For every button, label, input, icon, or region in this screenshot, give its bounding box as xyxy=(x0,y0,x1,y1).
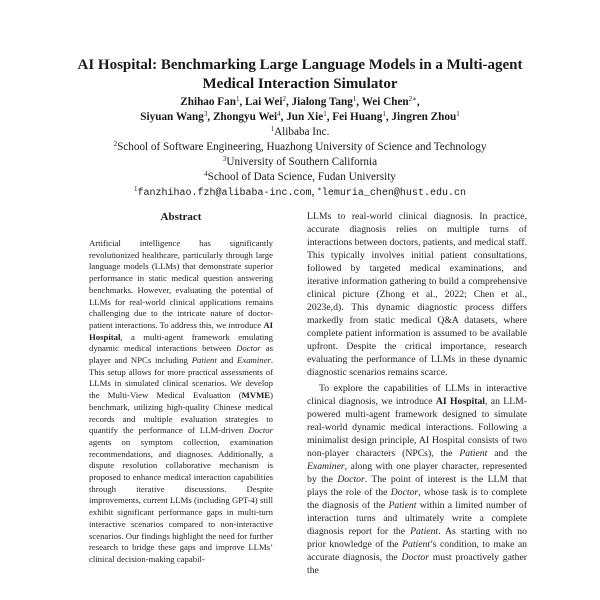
email-marker: 1 xyxy=(134,185,138,193)
author-name: Lai Wei xyxy=(245,96,283,108)
italic-term: Examiner xyxy=(307,461,345,472)
text-run: must proactively gather the xyxy=(307,552,527,576)
email-marker: ∗ xyxy=(317,185,322,193)
author-affiliation-marker: 1 xyxy=(456,110,460,118)
affiliation-4 xyxy=(40,170,560,185)
text-run: LLMs to real-world clinical diagnosis. In practice, accurate diagnosis relies on multiple turns of interactions between doctors, patients, and medical staff. This typically involves initial patient consultations, followed by targeted medical examinations, and iterative information gathering to build a comprehensive clinical picture (Zhong et al., 2022; Chen et al., 2023e,d). This dynamic diagnostic process differs markedly from static medical Q&A datasets, where complete patient information is assumed to be available upfront. Despite the critical importance, research evaluating the performance of LLMs in these dynamic diagnostic scenarios remains scarce. xyxy=(307,211,527,378)
author-affiliation-marker: 1 xyxy=(382,110,386,118)
text-run: To explore the capabilities of LLMs in interactive clinical diagnosis, we introduce xyxy=(307,383,527,407)
authors-line-1: Zhihao Fan$^1$, Lai Wei$^2$, Jialong Tang$^1$, Wei Chen$^{2∗}$, xyxy=(180,95,420,108)
text-run: Artificial intelligence has significantly revolutionized healthcare, particularly through large language models (LLMs) that demonstrate superior performance in static medical question answering benchmarks. However, evaluating the potential of LLMs for real-world clinical applications remains challenging due to the intricate nature of doctor-patient interactions. To address this, we introduce xyxy=(89,238,273,330)
italic-term: Doctor xyxy=(401,552,429,563)
author-name: Jialong Tang xyxy=(291,96,353,108)
author-block xyxy=(40,95,560,201)
text-run: agents on symptom collection, examination recommendations, and diagnoses. Additionally, a dispute resolution collaborative mechanism is proposed to enhance medical interaction capabilities through iterative discussions. Despite improvements, current LLMs (including GPT-4) still exhibit significant performance gaps in multi-turn interactive scenarios compared to non-interactive scenarios. Our findings highlight the need for further research to bridge these gaps and improve LLMs’ clinical decision-making capabil- xyxy=(89,436,273,564)
bold-term: AI Hospital xyxy=(89,319,273,342)
affiliation-text: School of Software Engineering, Huazhong University of Science and Technology xyxy=(117,141,487,153)
paper-title xyxy=(60,56,540,94)
introduction-column xyxy=(307,210,527,577)
email-1[interactable]: fanzhihao.fzh@alibaba-inc.com xyxy=(137,188,312,199)
text-run: . This setup allows for more practical assessments of LLMs in simulated clinical scenarios. We develop the Multi-View Medical Evaluation ( xyxy=(89,355,273,401)
author-name: Zhongyu Wei xyxy=(212,111,278,123)
bold-term: AI Hospital xyxy=(435,396,485,407)
text-run: , an LLM-powered multi-agent framework designed to simulate real-world dynamic medical interactions. Following a minimalist design principle, AI Hospital consists of two non-player characters (NPCs), the xyxy=(307,396,527,459)
bold-term: MVME xyxy=(241,390,271,401)
text-run: and xyxy=(216,355,238,366)
italic-term: Patient xyxy=(402,539,431,550)
abstract-body xyxy=(89,238,273,566)
affiliation-marker: 4 xyxy=(204,170,208,178)
author-name: Zhihao Fan xyxy=(180,96,236,108)
text-run: as player and NPCs including xyxy=(89,343,273,366)
italic-term: Doctor xyxy=(390,487,419,498)
italic-term: Doctor xyxy=(248,425,273,436)
italic-term: Patient xyxy=(388,500,417,511)
author-affiliation-marker: 1 xyxy=(235,95,240,103)
authors-line-2: Siyuan Wang$^3$, Zhongyu Wei$^4$, Jun Xie$^1$, Fei Huang$^1$, Jingren Zhou$^1$ xyxy=(140,110,460,123)
italic-term: Doctor xyxy=(337,474,365,485)
author-affiliation-marker: 2∗ xyxy=(408,95,417,103)
author-affiliation-marker: 1 xyxy=(323,110,327,118)
author-affiliation-marker: 3 xyxy=(203,110,208,118)
text-run: . As starting with no prior knowledge of the xyxy=(307,526,527,550)
intro-paragraph-1 xyxy=(307,210,527,379)
text-run: within a limited number of interaction turns and ultimately write a complete diagnosis report for the xyxy=(307,500,527,537)
affiliation-text: Alibaba Inc. xyxy=(274,126,330,138)
text-run: , whose task is to complete the diagnosis of the xyxy=(307,487,527,511)
affiliation-marker: 2 xyxy=(113,140,118,148)
intro-paragraph-2 xyxy=(307,382,527,577)
email-2[interactable]: lemuria_chen@hust.edu.cn xyxy=(321,188,466,199)
affiliation-3 xyxy=(40,155,560,170)
author-affiliation-marker: 2 xyxy=(282,95,286,103)
text-run: ’s condition, to make an accurate diagnosis, the xyxy=(307,539,527,563)
affiliation-marker: 3 xyxy=(222,155,227,163)
author-affiliation-marker: 4 xyxy=(277,110,281,118)
affiliation-text: School of Data Science, Fudan University xyxy=(207,171,396,183)
title-line-2: Medical Interaction Simulator xyxy=(202,76,398,92)
author-name: Siyuan Wang xyxy=(140,111,204,123)
abstract-heading: Abstract xyxy=(160,211,202,223)
text-run: . The point of interest is the LLM that plays the role of the xyxy=(307,474,527,498)
author-name: Jingren Zhou xyxy=(391,111,457,123)
author-name: Jun Xie xyxy=(286,111,324,123)
title-line-1: AI Hospital: Benchmarking Large Language Models in a Multi-agent xyxy=(77,57,523,73)
author-affiliation-marker: 1 xyxy=(352,95,357,103)
italic-term: Doctor xyxy=(236,343,261,354)
italic-term: Patient xyxy=(459,448,488,459)
author-name: Wei Chen xyxy=(361,96,409,108)
email-line: $^1$fanzhihao.fzh@alibaba-inc.com, ∗lemuria_chen@hust.edu.cn xyxy=(134,185,466,199)
italic-term: Patient xyxy=(191,355,217,366)
text-run: and the xyxy=(487,448,527,459)
affiliation-marker: 1 xyxy=(270,125,275,133)
italic-term: Examiner xyxy=(237,355,271,366)
affiliation-2 xyxy=(40,140,560,155)
affiliation-text: University of Southern California xyxy=(226,156,378,168)
text-run: , along with one player character, represented by the xyxy=(307,461,527,485)
text-run: , a multi-agent framework emulating dynamic medical interactions between xyxy=(89,331,273,354)
italic-term: Patient xyxy=(410,526,439,537)
affiliation-1 xyxy=(40,125,560,140)
author-name: Fei Huang xyxy=(332,111,383,123)
text-run: ) benchmark, utilizing high-quality Chinese medical records and multiple evaluation strategies to quantify the performance of LLM-driven xyxy=(89,390,273,436)
